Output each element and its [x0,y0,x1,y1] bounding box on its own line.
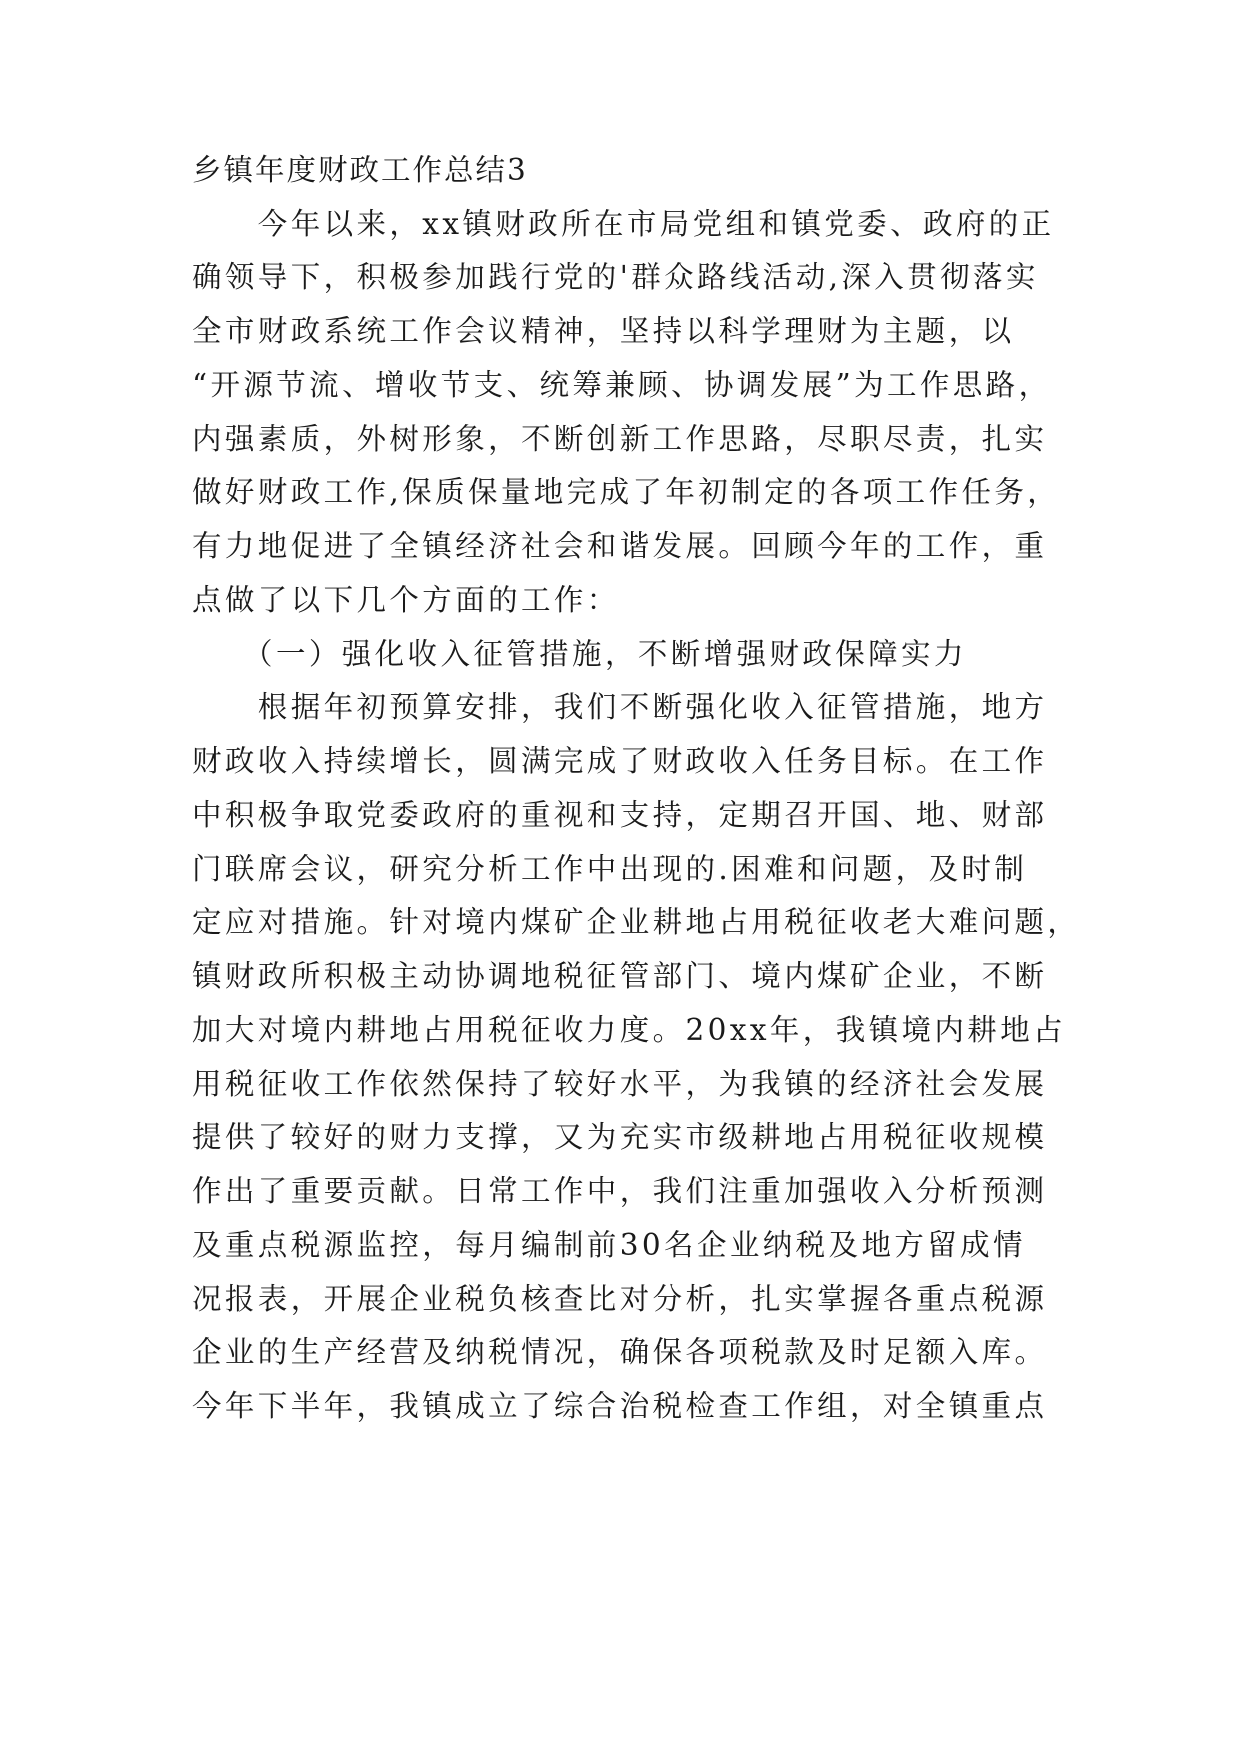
paragraph-line: 加大对境内耕地占用税征收力度。20xx年，我镇境内耕地占 [192,1013,1067,1047]
paragraph-line: 点做了以下几个方面的工作： [192,583,620,617]
paragraph-line: 根据年初预算安排，我们不断强化收入征管措施，地方 [192,690,1048,724]
paragraph-line: 况报表，开展企业税负核查比对分析，扎实掌握各重点税源 [192,1282,1048,1316]
paragraph-line: 有力地促进了全镇经济社会和谐发展。回顾今年的工作，重 [192,529,1048,563]
paragraph-line: 定应对措施。针对境内煤矿企业耕地占用税征收老大难问题， [192,905,1081,939]
paragraph-line: 用税征收工作依然保持了较好水平，为我镇的经济社会发展 [192,1067,1048,1101]
paragraph-line: 今年下半年，我镇成立了综合治税检查工作组，对全镇重点 [192,1389,1048,1423]
paragraph-line: 做好财政工作,保质保量地完成了年初制定的各项工作任务， [192,475,1061,509]
document-title: 乡镇年度财政工作总结3 [192,153,528,187]
paragraph-line: 中积极争取党委政府的重视和支持，定期召开国、地、财部 [192,798,1048,832]
paragraph-line: 今年以来，xx镇财政所在市局党组和镇党委、政府的正 [192,207,1055,241]
paragraph-line: 确领导下，积极参加践行党的'群众路线活动,深入贯彻落实 [192,260,1039,294]
paragraph-line: 作出了重要贡献。日常工作中，我们注重加强收入分析预测 [192,1174,1048,1208]
paragraph-line: 提供了较好的财力支撑，又为充实市级耕地占用税征收规模 [192,1120,1048,1154]
paragraph-line: “开源节流、增收节支、统筹兼顾、协调发展”为工作思路， [192,368,1052,402]
paragraph-line: 企业的生产经营及纳税情况，确保各项税款及时足额入库。 [192,1335,1048,1369]
paragraph-line: 全市财政系统工作会议精神，坚持以科学理财为主题，以 [192,314,1015,348]
paragraph-line: 内强素质，外树形象，不断创新工作思路，尽职尽责，扎实 [192,422,1048,456]
paragraph-line: 门联席会议，研究分析工作中出现的.困难和问题，及时制 [192,852,1028,886]
paragraph-line: 财政收入持续增长，圆满完成了财政收入任务目标。在工作 [192,744,1048,778]
paragraph-line: 及重点税源监控，每月编制前30名企业纳税及地方留成情 [192,1228,1026,1262]
section-heading: （一）强化收入征管措施，不断增强财政保障实力 [192,637,967,671]
paragraph-line: 镇财政所积极主动协调地税征管部门、境内煤矿企业，不断 [192,959,1048,993]
